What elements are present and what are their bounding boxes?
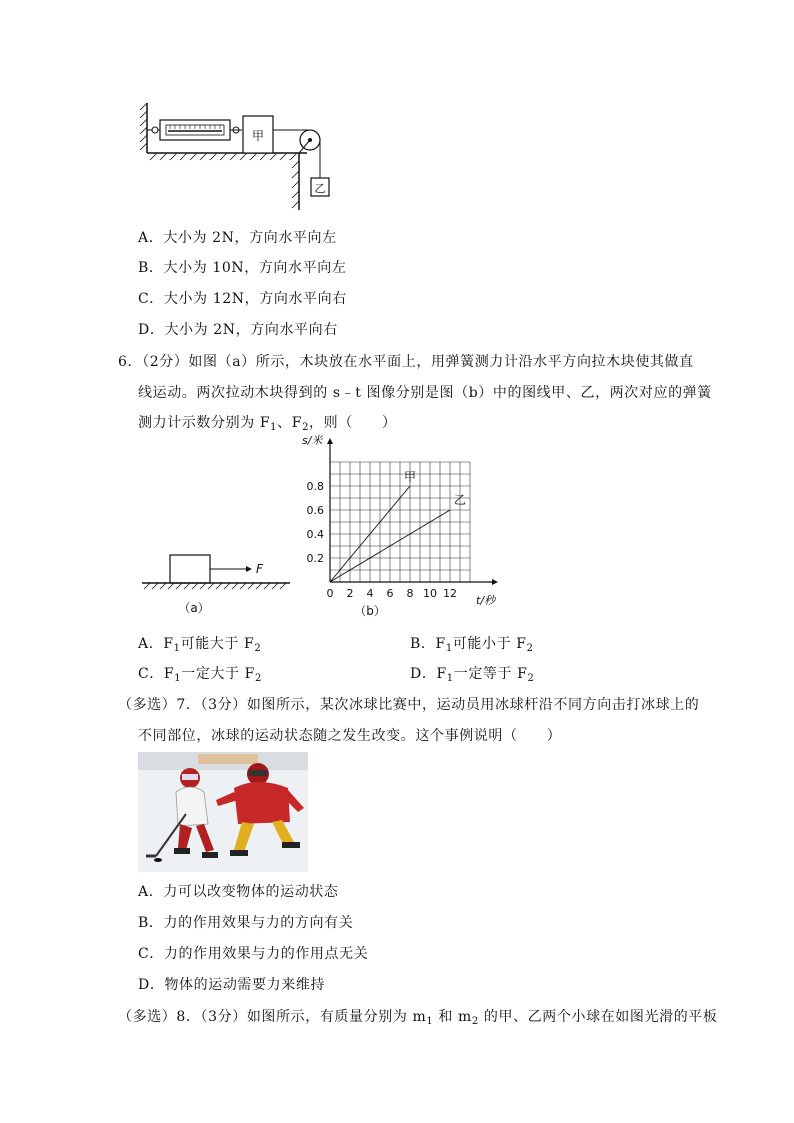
q6-stem-line-1: 6．（2分）如图（a）所示，木块放在水平面上，用弹簧测力计沿水平方向拉木块使其做直 xyxy=(118,354,694,370)
wooden-block xyxy=(170,555,210,583)
figure-b-caption: （b） xyxy=(354,604,386,618)
x-tick-label: 10 xyxy=(423,587,437,600)
q6-option-a[interactable]: A．$F_1$可能大于 $F_2$ xyxy=(138,636,262,654)
q6-option-b[interactable]: B．$F_1$可能小于 $F_2$ xyxy=(410,636,534,654)
x-tick-label: 2 xyxy=(346,587,354,600)
y-tick-label: 0.4 xyxy=(306,528,324,541)
block-jia-label: 甲 xyxy=(251,129,265,143)
q5-option-c[interactable]: C．大小为 12N，方向水平向右 xyxy=(138,291,347,307)
figure-a-caption: （a） xyxy=(178,601,210,615)
figure-q5-pulley-setup xyxy=(130,98,350,216)
y-tick-label: 0.2 xyxy=(306,552,324,565)
q7-option-d[interactable]: D．物体的运动需要力来维持 xyxy=(138,977,326,993)
block-yi-label: 乙 xyxy=(314,182,326,195)
q5-option-a[interactable]: A．大小为 2N，方向水平向左 xyxy=(138,230,337,246)
q6-option-c[interactable]: C．$F_1$一定大于 $F_2$ xyxy=(138,666,262,684)
q7-stem-line-2: 不同部位，冰球的运动状态随之发生改变。这个事例说明（ ） xyxy=(138,728,562,744)
series-label-jia: 甲 xyxy=(403,470,417,484)
y-axis-label: s/米 xyxy=(302,434,323,447)
q8-stem-line-1: （多选）8．（3分）如图所示，有质量分别为 $m_1$ 和 $m_2$ 的甲、乙两个小球在如图光滑的平板 xyxy=(118,1009,718,1027)
q7-option-b[interactable]: B．力的作用效果与力的方向有关 xyxy=(138,915,354,931)
figure-q6a-block-force xyxy=(138,548,298,618)
x-tick-label: 12 xyxy=(443,587,457,600)
q6-stem-line-3: 测力计示数分别为 $F_1$、$F_2$，则（ ） xyxy=(138,415,397,433)
y-tick-label: 0.8 xyxy=(306,480,324,493)
x-axis-label: t/秒 xyxy=(476,594,496,607)
q6-stem-line-2: 线运动。两次拉动木块得到的 s﹣t 图像分别是图（b）中的图线甲、乙，两次对应的弹簧 xyxy=(138,385,712,401)
x-axis-arrow xyxy=(492,579,498,585)
q7-option-a[interactable]: A．力可以改变物体的运动状态 xyxy=(138,884,339,900)
q7-option-c[interactable]: C．力的作用效果与力的作用点无关 xyxy=(138,946,369,962)
q5-option-b[interactable]: B．大小为 10N，方向水平向左 xyxy=(138,260,347,276)
q6-option-d[interactable]: D．$F_1$一定等于 $F_2$ xyxy=(410,666,535,684)
force-label: F xyxy=(256,562,263,576)
ice-hockey-photo xyxy=(138,752,308,872)
s-t-chart xyxy=(290,434,520,620)
q7-stem-line-1: （多选）7．（3分）如图所示，某次冰球比赛中，运动员用冰球杆沿不同方向击打冰球上的 xyxy=(118,697,700,713)
x-tick-label: 4 xyxy=(366,587,374,600)
x-tick-label: 6 xyxy=(386,587,394,600)
x-tick-label: 8 xyxy=(406,587,414,600)
series-label-yi: 乙 xyxy=(454,493,467,507)
x-tick-label: 0 xyxy=(326,587,334,600)
y-axis-arrow xyxy=(327,438,333,444)
y-tick-label: 0.6 xyxy=(306,504,324,517)
q5-option-d[interactable]: D．大小为 2N，方向水平向右 xyxy=(138,322,338,338)
